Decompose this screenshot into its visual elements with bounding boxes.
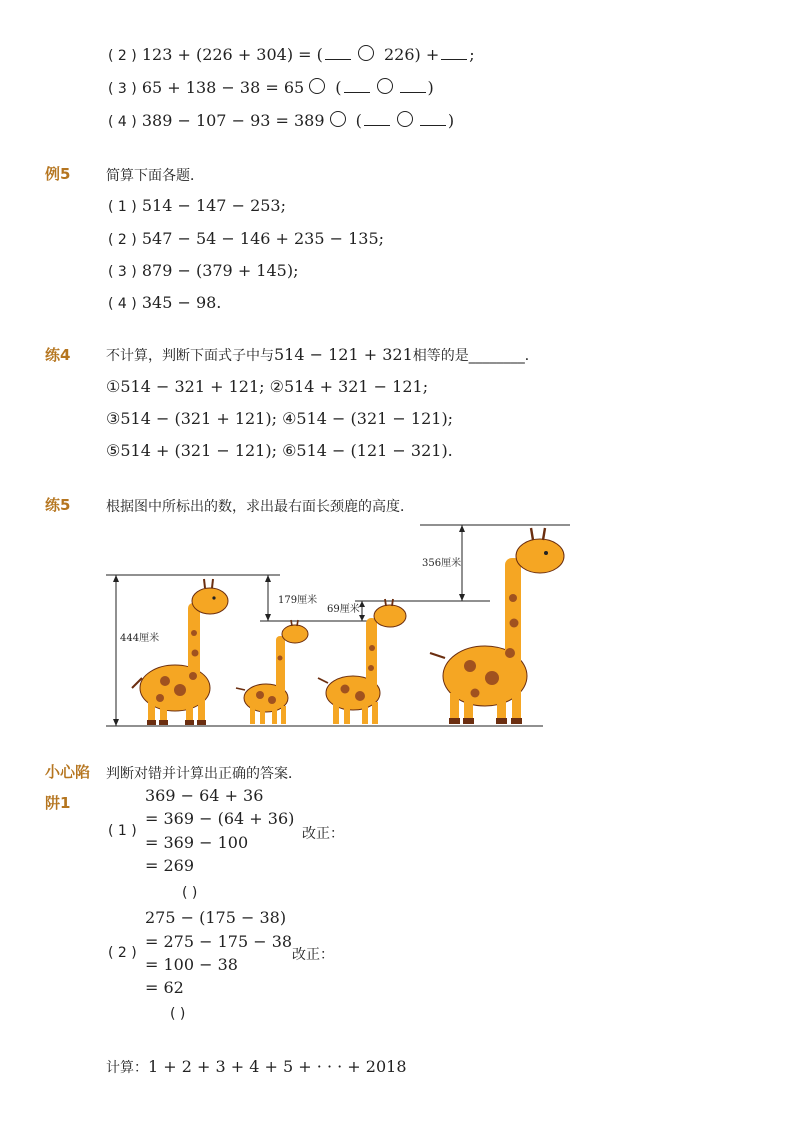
example-item bbox=[108, 196, 286, 215]
measure-69: 69厘米 bbox=[327, 604, 360, 615]
top-line-4: ( 4 ) 389 − 107 − 93 = 389 ( ) bbox=[108, 111, 455, 130]
measure-356: 356厘米 bbox=[422, 558, 462, 569]
practice-prompt: 根据图中所标出的数，求出最右面长颈鹿的高度． bbox=[106, 499, 414, 515]
blank bbox=[400, 92, 426, 93]
choice-row: ③514 − (321 + 121); ④514 − (321 − 121); bbox=[106, 409, 454, 428]
example-item bbox=[108, 229, 384, 248]
expression: 879 − (379 + 145); bbox=[141, 261, 299, 280]
circle-blank bbox=[377, 78, 393, 94]
work-line: = 269 bbox=[145, 856, 195, 875]
correction-label: 改正： bbox=[292, 947, 334, 963]
prompt-expression: 514 − 121 + 321 bbox=[274, 345, 413, 364]
choice-row: ①514 − 321 + 121; ②514 + 321 − 121; bbox=[106, 377, 429, 396]
choice-row: ⑤514 + (321 − 121); ⑥514 − (121 − 321). bbox=[106, 441, 453, 460]
expression: 389 − 107 − 93 = 389 bbox=[141, 111, 325, 130]
work-line: 369 − 64 + 36 bbox=[145, 786, 264, 805]
blank bbox=[344, 92, 370, 93]
practice-label: 练4 bbox=[45, 346, 71, 364]
trap-label-line1: 小心陷 bbox=[45, 763, 91, 781]
calc-label: 计算： bbox=[106, 1060, 148, 1076]
item-number: ( 4 ) bbox=[108, 296, 137, 312]
expression: ( bbox=[335, 78, 342, 97]
circle-blank bbox=[309, 78, 325, 94]
correction-label: 改正： bbox=[302, 826, 344, 842]
example-item bbox=[108, 261, 298, 280]
expression: 514 − 147 − 253; bbox=[141, 196, 286, 215]
judgment-parens: ( ) bbox=[182, 885, 198, 901]
giraffe-2 bbox=[236, 620, 308, 724]
work-line: = 369 − (64 + 36) bbox=[145, 809, 295, 828]
expression: 547 − 54 − 146 + 235 − 135; bbox=[141, 229, 385, 248]
work-line: = 275 − 175 − 38 bbox=[145, 932, 293, 951]
giraffe-1 bbox=[132, 579, 228, 725]
calc-line bbox=[106, 1057, 407, 1077]
giraffe-height-figure bbox=[100, 518, 580, 733]
item-number: ( 4 ) bbox=[108, 114, 137, 130]
judgment-parens: ( ) bbox=[170, 1006, 186, 1022]
item-number: ( 1 ) bbox=[108, 823, 137, 839]
practice-label: 练5 bbox=[45, 496, 71, 514]
measure-179: 179厘米 bbox=[278, 595, 318, 606]
work-line: = 62 bbox=[145, 978, 184, 997]
blank bbox=[364, 125, 390, 126]
measure-444: 444厘米 bbox=[120, 633, 160, 644]
expression: 65 + 138 − 38 = 65 bbox=[141, 78, 305, 97]
calc-expression: 1 + 2 + 3 + 4 + 5 + · · · + 2018 bbox=[148, 1057, 407, 1076]
expression: ( bbox=[355, 111, 362, 130]
work-line: = 369 − 100 bbox=[145, 833, 249, 852]
example-prompt: 简算下面各题． bbox=[106, 168, 204, 184]
blank bbox=[441, 59, 467, 60]
blank bbox=[420, 125, 446, 126]
work-line: 275 − (175 − 38) bbox=[145, 908, 287, 927]
work-line: = 100 − 38 bbox=[145, 955, 238, 974]
prompt-text: 相等的是________． bbox=[412, 348, 539, 364]
example-item bbox=[108, 293, 221, 312]
item-number: ( 3 ) bbox=[108, 264, 137, 280]
prompt-text: 不计算，判断下面式子中与 bbox=[106, 348, 274, 364]
blank bbox=[325, 59, 351, 60]
top-line-2: ( 2 ) 123 + (226 + 304) = ( 226) + ; bbox=[108, 45, 475, 64]
practice-prompt bbox=[106, 345, 539, 365]
trap-prompt: 判断对错并计算出正确的答案． bbox=[106, 766, 302, 782]
expression: 345 − 98. bbox=[141, 293, 222, 312]
expression: 123 + (226 + 304) = ( bbox=[141, 45, 323, 64]
item-number: ( 2 ) bbox=[108, 945, 137, 961]
example-label: 例5 bbox=[45, 165, 71, 183]
item-number: ( 2 ) bbox=[108, 232, 137, 248]
expression: 226) + bbox=[384, 45, 440, 64]
item-number: ( 1 ) bbox=[108, 199, 137, 215]
item-number: ( 2 ) bbox=[108, 48, 137, 64]
circle-blank bbox=[330, 111, 346, 127]
item-number: ( 3 ) bbox=[108, 81, 137, 97]
circle-blank bbox=[397, 111, 413, 127]
trap-label-line2: 阱1 bbox=[45, 794, 71, 812]
top-line-3: ( 3 ) 65 + 138 − 38 = 65 ( ) bbox=[108, 78, 434, 97]
circle-blank bbox=[358, 45, 374, 61]
